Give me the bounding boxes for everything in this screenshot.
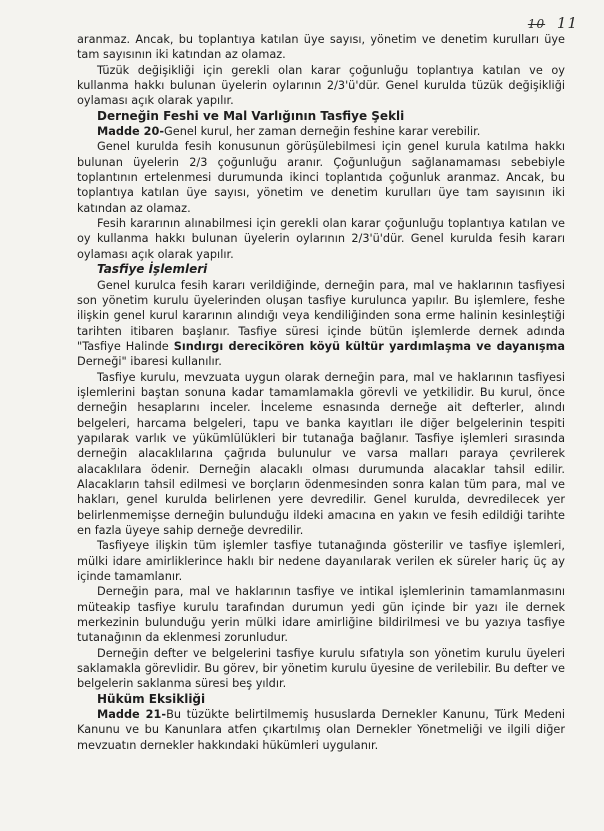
heading-hukum-eksikligi: Hüküm Eksikliği <box>97 691 206 706</box>
heading-tasfiye: Tasfiye İşlemleri <box>97 262 208 277</box>
madde-21-text: Bu tüzükte belirtilmemiş hususlarda Dernekler Kanunu, Türk Medeni Kanunu ve bu Kanunlara atfen çıkartılmış olan Dernekler Yönetmeliği ve ilgili diğer mevzuatın dernekler hakkındaki hükümleri uygulanır. <box>77 708 566 752</box>
madde-21 <box>77 707 565 753</box>
madde-20 <box>77 124 565 139</box>
heading-fesih: Derneğin Feshi ve Mal Varlığının Tasfiye Şekli <box>97 108 405 123</box>
paragraph-tasfiye-kurulu: Tasfiye kurulu, mevzuata uygun olarak derneğin para, mal ve haklarının tasfiyesi işlemlerini baştan sonuna kadar tamamlamakla görevli ve yetkilidir. Bu kurul, önce derneğin hesaplarını inceler. İnceleme esnasında derneğe ait defterler, alındı belgeleri, harcama belgeleri, tapu ve banka kayıtları ile diğer belgelerinin tespiti yapılarak varlık ve yükümlülükleri bir tutanağa bağlanır. Tasfiye işlemleri sırasında derneğin alacaklılarına çağrıda bulunulur ve varsa malları paraya çevrilerek alacaklılara ödenir. Derneğin alacaklı olması durumunda alacaklar tahsil edilir. Alacakların tahsil edilmesi ve borçların ödenmesinden sonra kalan tüm para, mal ve hakları, genel kurulda belirlenen yere devredilir. Genel kurulda, devredilecek yer belirlenmemişse derneğin bulunduğu ildeki amacına en yakın ve fesih edildiği tarihte en fazla üyeye sahip derneğe devredilir. <box>77 370 565 537</box>
paragraph-fesih-karar: Fesih kararının alınabilmesi için gerekli olan karar çoğunluğu toplantıya katılan ve oy kullanma hakkı bulunan üyelerin oylarının 2/3'ü'dür. Genel kurulda fesih kararı oylaması açık olarak yapılır. <box>77 217 565 261</box>
madde-20-label: Madde 20- <box>97 125 165 139</box>
paragraph-tasfiye-bildirim: Derneğin para, mal ve haklarının tasfiye ve intikal işlemlerinin tamamlanmasını müteakip tasfiye kurulu tarafından durumun yedi gün içinde bir yazı ile dernek merkezinin bulunduğu yerin mülki idare amirliğine bildirilmesi ve bu yazıya tasfiye tutanağının da eklenmesi zorunludur. <box>77 585 565 645</box>
paragraph-tuzuk-degisikligi: Tüzük değişikliği için gerekli olan karar çoğunluğu toplantıya katılan ve oy kullanma hakkı bulunan üyelerin oylarının 2/3'ü'dür. Genel kurulda tüzük değişikliği oylaması açık olarak yapılır. <box>77 63 565 108</box>
paragraph-tasfiye-sure: Tasfiyeye ilişkin tüm işlemler tasfiye tutanağında gösterilir ve tasfiye işlemleri, mülki idare amirliklerince haklı bir nedene dayanılarak verilen ek süreler hariç üç ay içinde tamamlanır. <box>77 539 565 584</box>
paragraph-defter-saklama: Derneğin defter ve belgelerini tasfiye kurulu sıfatıyla son yönetim kurulu üyeleri saklamakla görevlidir. Bu görev, bir yönetim kurulu üyesine de verilebilir. Bu defter ve belgelerin saklanma süresi beş yıldır. <box>77 646 565 691</box>
current-page-number: 11 <box>556 14 578 32</box>
struck-page-number: 10 <box>527 17 546 31</box>
dernek-adi: Sındırgı derecikören köyü kültür yardımlaşma ve dayanışma <box>173 339 566 353</box>
paragraph-1: aranmaz. Ancak, bu toplantıya katılan üye sayısı, yönetim ve denetim kurulları üye tam sayısının iki katından az olamaz. <box>77 33 565 62</box>
madde-20-text: Genel kurul, her zaman derneğin feshine karar verebilir. <box>164 125 481 139</box>
paragraph-fesih-gorusme: Genel kurulda fesih konusunun görüşülebilmesi için genel kurula katılma hakkı bulunan üyelerin 2/3 çoğunluğu aranır. Çoğunluğun sağlanamaması sebebiyle toplantının ertelenmesi durumunda ikinci toplantıda çoğunluk aranmaz. Ancak, bu toplantıya katılan üye sayısı, yönetim ve denetim kurulları üye tam sayısının iki katından az olamaz. <box>77 140 565 215</box>
document-body <box>77 32 565 753</box>
tasfiye-text-start: Genel kurulca fesih kararı verildiğinde, derneğin para, mal ve haklarının tasfiyesi son yönetim kurulu üyelerinden oluşan tasfiye kurulunca yapılır. Bu işlemlere, feshe ilişkin genel kurul kararının alındığı veya kendiliğinden sona erme halinin kesinleştiği tarihten itibaren başlanır. Tasfiye süresi içinde bütün işlemlerde dernek adında "Tasfiye Halinde <box>77 278 565 353</box>
tasfiye-text-end: Derneği" ibaresi kullanılır. <box>77 355 222 369</box>
page-number <box>528 14 578 32</box>
paragraph-tasfiye-baslangic <box>77 278 565 370</box>
madde-21-label: Madde 21- <box>97 708 167 722</box>
